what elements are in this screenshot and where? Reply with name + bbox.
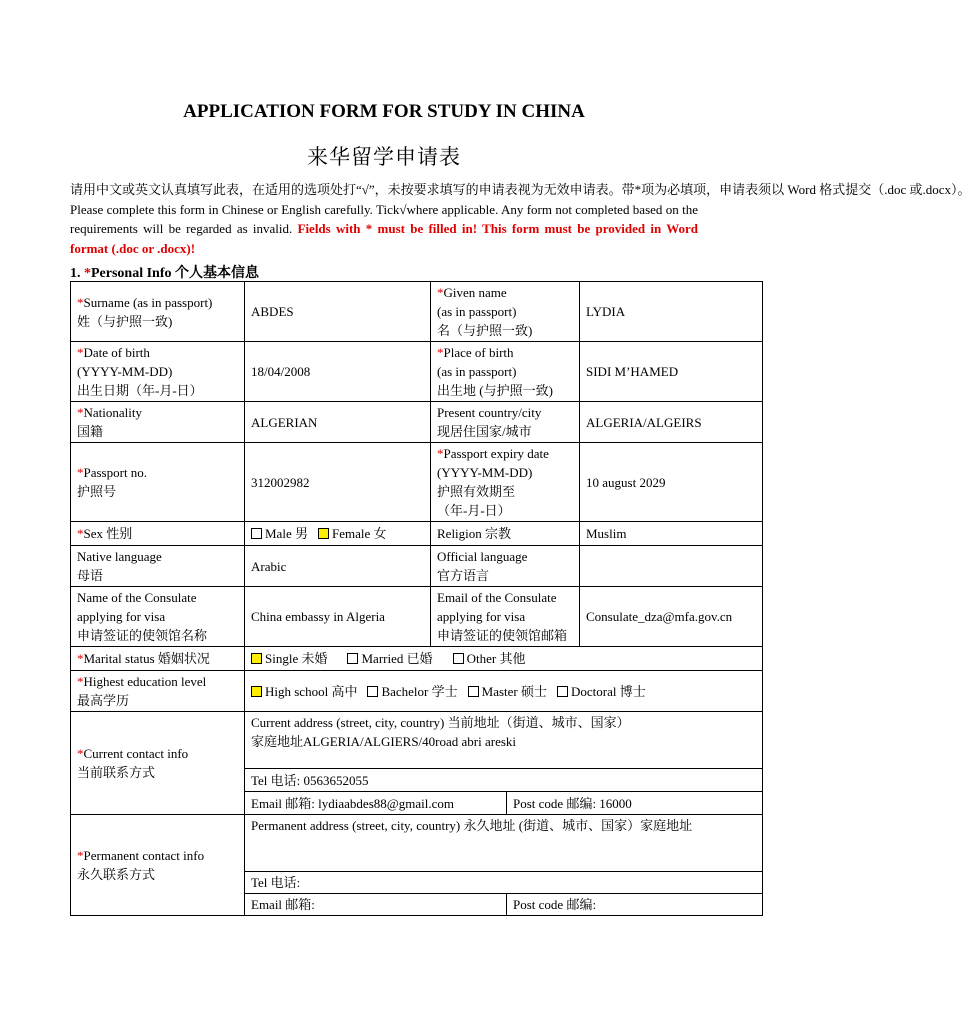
- permanent-tel-field[interactable]: Tel 电话:: [245, 872, 763, 894]
- table-row: [71, 402, 763, 443]
- passport-no-field[interactable]: 312002982: [245, 443, 431, 522]
- permanent-postcode-field[interactable]: Post code 邮编:: [507, 894, 763, 916]
- intro-english: Please complete this form in Chinese or English carefully. Tick√where applicable. Any form not completed based on the requirements will be regarded as invalid.: [70, 201, 698, 236]
- given-name-label: *Given name (as in passport) 名（与护照一致): [431, 282, 580, 342]
- current-address-field[interactable]: Current address (street, city, country) 当前地址（街道、城市、国家） 家庭地址ALGERIA/ALGIERS/40road abri areski: [245, 712, 763, 769]
- table-row: [71, 342, 763, 402]
- native-language-label: Native language 母语: [71, 546, 245, 587]
- native-language-field[interactable]: Arabic: [245, 546, 431, 587]
- table-row: [71, 443, 763, 522]
- present-country-label: Present country/city 现居住国家/城市: [431, 402, 580, 443]
- section-heading: 1. *Personal Info 个人基本信息: [70, 266, 259, 281]
- table-row: [71, 282, 763, 342]
- edu-bachelor-checkbox[interactable]: [367, 686, 378, 697]
- current-contact-label: *Current contact info 当前联系方式: [71, 712, 245, 815]
- table-row: [71, 815, 763, 872]
- official-language-field[interactable]: [580, 546, 763, 587]
- passport-no-label: *Passport no. 护照号: [71, 443, 245, 522]
- sex-male-checkbox[interactable]: [251, 528, 262, 539]
- marital-status-options: Single 未婚 Married 已婚 Other 其他: [245, 647, 763, 671]
- permanent-contact-label: *Permanent contact info 永久联系方式: [71, 815, 245, 916]
- table-row: [71, 712, 763, 769]
- official-language-label: Official language 官方语言: [431, 546, 580, 587]
- table-row: [71, 671, 763, 712]
- form-subtitle: 来华留学申请表: [307, 145, 461, 169]
- marital-single-checkbox[interactable]: [251, 653, 262, 664]
- edu-high-school-checkbox[interactable]: [251, 686, 262, 697]
- education-label: *Highest education level 最高学历: [71, 671, 245, 712]
- sex-female-checkbox[interactable]: [318, 528, 329, 539]
- intro-instructions: [70, 180, 971, 258]
- permanent-email-field[interactable]: Email 邮箱:: [245, 894, 507, 916]
- marital-other-checkbox[interactable]: [453, 653, 464, 664]
- present-country-field[interactable]: ALGERIA/ALGEIRS: [580, 402, 763, 443]
- table-row: [71, 587, 763, 647]
- intro-required-notice: Fields with * must be filled in! This form must be provided in Word format (.doc or .docx)!: [70, 221, 698, 256]
- consulate-field[interactable]: China embassy in Algeria: [245, 587, 431, 647]
- marital-married-checkbox[interactable]: [347, 653, 358, 664]
- intro-chinese: 请用中文或英文认真填写此表，在适用的选项处打“√”，未按要求填写的申请表视为无效申请表。带*项为必填项，申请表须以 Word 格式提交（.doc 或.docx）。: [70, 182, 971, 197]
- given-name-field[interactable]: LYDIA: [580, 282, 763, 342]
- religion-field[interactable]: Muslim: [580, 522, 763, 546]
- dob-label: *Date of birth (YYYY-MM-DD) 出生日期（年-月-日）: [71, 342, 245, 402]
- current-postcode-field[interactable]: Post code 邮编: 16000: [507, 792, 763, 815]
- consulate-email-label: Email of the Consulate applying for visa 申请签证的使领馆邮箱: [431, 587, 580, 647]
- table-row: [71, 647, 763, 671]
- table-row: [71, 522, 763, 546]
- edu-doctoral-checkbox[interactable]: [557, 686, 568, 697]
- table-row: [71, 546, 763, 587]
- passport-expiry-label: *Passport expiry date (YYYY-MM-DD) 护照有效期至 （年-月-日）: [431, 443, 580, 522]
- sex-options: Male 男 Female 女: [245, 522, 431, 546]
- surname-field[interactable]: ABDES: [245, 282, 431, 342]
- pob-field[interactable]: SIDI M’HAMED: [580, 342, 763, 402]
- dob-field[interactable]: 18/04/2008: [245, 342, 431, 402]
- form-title: APPLICATION FORM FOR STUDY IN CHINA: [183, 101, 585, 122]
- pob-label: *Place of birth (as in passport) 出生地 (与护照一致): [431, 342, 580, 402]
- religion-label: Religion 宗教: [431, 522, 580, 546]
- surname-label: *Surname (as in passport) 姓（与护照一致): [71, 282, 245, 342]
- permanent-address-field[interactable]: Permanent address (street, city, country) 永久地址 (街道、城市、国家）家庭地址: [245, 815, 763, 872]
- edu-master-checkbox[interactable]: [468, 686, 479, 697]
- education-options: High school 高中 Bachelor 学士 Master 硕士 Doctoral 博士: [245, 671, 763, 712]
- nationality-field[interactable]: ALGERIAN: [245, 402, 431, 443]
- sex-label: *Sex 性别: [71, 522, 245, 546]
- nationality-label: *Nationality 国籍: [71, 402, 245, 443]
- consulate-label: Name of the Consulate applying for visa 申请签证的使领馆名称: [71, 587, 245, 647]
- marital-status-label: *Marital status 婚姻状况: [71, 647, 245, 671]
- current-email-field[interactable]: Email 邮箱: lydiaabdes88@gmail.com: [245, 792, 507, 815]
- passport-expiry-field[interactable]: 10 august 2029: [580, 443, 763, 522]
- current-tel-field[interactable]: Tel 电话: 0563652055: [245, 769, 763, 792]
- consulate-email-field[interactable]: Consulate_dza@mfa.gov.cn: [580, 587, 763, 647]
- personal-info-table: [70, 281, 763, 916]
